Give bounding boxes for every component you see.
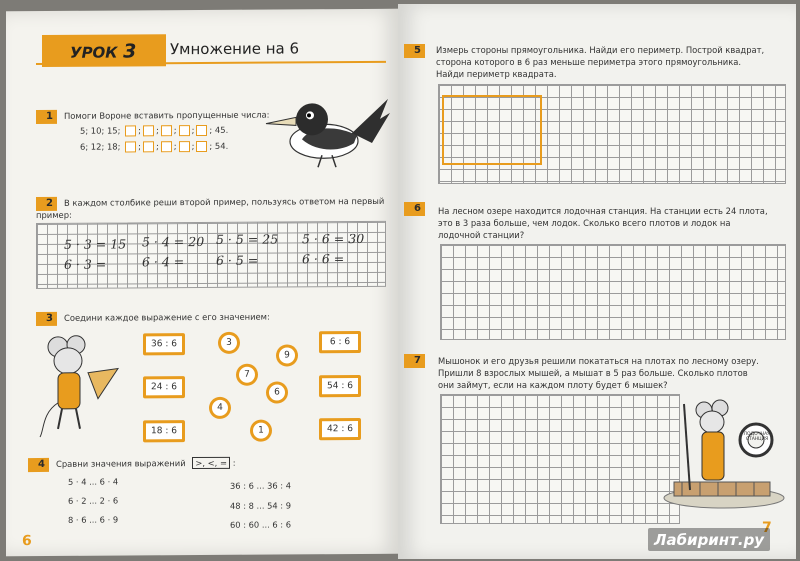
signs-box: >, <, = bbox=[192, 457, 230, 469]
task4-text: Сравни значения выражений >, <, = : bbox=[56, 457, 236, 469]
watermark-text: Лабиринт.ру bbox=[654, 531, 765, 549]
solved-example: 5 · 5 = 25 bbox=[216, 231, 279, 247]
left-page bbox=[6, 9, 398, 556]
watermark bbox=[648, 528, 770, 551]
compare-left[interactable]: 5 · 4 ... 6 · 4 bbox=[68, 476, 119, 487]
task1-row1-start: 5; 10; 15; bbox=[80, 125, 121, 136]
crow-illustration bbox=[262, 93, 392, 174]
value-circle[interactable]: 7 bbox=[236, 364, 258, 386]
lesson-number: 3 bbox=[123, 40, 137, 63]
expression-card[interactable]: 24 : 6 bbox=[143, 376, 185, 398]
task5-line3: Найди периметр квадрата. bbox=[436, 69, 557, 79]
mouse-illustration bbox=[38, 332, 122, 441]
value-circle[interactable]: 4 bbox=[209, 397, 231, 419]
task6-number: 6 bbox=[404, 202, 425, 216]
task7-line2: Пришли 8 взрослых мышей, а мышат в 5 раз больше. Сколько плотов bbox=[438, 368, 748, 378]
todo-example[interactable]: 6 · 4 = bbox=[142, 254, 185, 270]
lesson-title: Умножение на 6 bbox=[170, 39, 300, 59]
todo-example[interactable]: 6 · 5 = bbox=[216, 252, 259, 268]
task7-grid[interactable] bbox=[440, 394, 680, 524]
task6-grid[interactable] bbox=[440, 244, 786, 340]
answer-box[interactable] bbox=[196, 125, 207, 136]
task2-text-line1: В каждом столбике реши второй пример, пользуясь ответом на первый bbox=[64, 195, 385, 208]
task7-line3: они займут, если на каждом плоту будет 6 мышек? bbox=[438, 380, 668, 390]
task1-row1: 5; 10; 15; ; ; ; ; ; 45. bbox=[80, 124, 229, 136]
compare-right[interactable]: 48 : 8 ... 54 : 9 bbox=[230, 500, 291, 511]
value-circle[interactable]: 6 bbox=[266, 381, 288, 403]
lifebuoy-text: ЛОДОЧНАЯ СТАНЦИЯ bbox=[743, 432, 771, 442]
answer-box[interactable] bbox=[161, 141, 172, 152]
answer-box[interactable] bbox=[143, 141, 154, 152]
task7-line1: Мышонок и его друзья решили покататься на плотах по лесному озеру. bbox=[438, 356, 759, 366]
task5-line1: Измерь стороны прямоугольника. Найди его периметр. Построй квадрат, bbox=[436, 45, 765, 55]
compare-right[interactable]: 60 : 60 ... 6 : 6 bbox=[230, 519, 291, 530]
answer-box[interactable] bbox=[125, 125, 136, 136]
value-circle[interactable]: 1 bbox=[250, 420, 272, 442]
solved-example: 5 · 6 = 30 bbox=[302, 231, 365, 247]
task6-line3: лодочной станции? bbox=[438, 230, 525, 240]
task3-number: 3 bbox=[36, 312, 57, 326]
todo-example[interactable]: 6 · 6 = bbox=[302, 251, 345, 267]
answer-box[interactable] bbox=[196, 141, 207, 152]
task7-number: 7 bbox=[404, 354, 425, 368]
task4-number: 4 bbox=[28, 458, 49, 472]
todo-example[interactable]: 6 · 3 = bbox=[64, 256, 107, 272]
expression-card[interactable]: 42 : 6 bbox=[319, 418, 361, 440]
task1-text: Помоги Вороне вставить пропущенные числа: bbox=[64, 109, 270, 121]
answer-box[interactable] bbox=[161, 125, 172, 136]
task1-number: 1 bbox=[36, 110, 57, 124]
expression-card[interactable]: 54 : 6 bbox=[319, 375, 361, 397]
compare-right[interactable]: 36 : 6 ... 36 : 4 bbox=[230, 480, 291, 491]
expression-card[interactable]: 36 : 6 bbox=[143, 333, 185, 355]
value-circle[interactable]: 3 bbox=[218, 332, 240, 354]
task5-number: 5 bbox=[404, 44, 425, 58]
rectangle-figure bbox=[442, 95, 542, 165]
task2-number: 2 bbox=[36, 197, 57, 211]
task5-line2: сторона которого в 6 раз меньше периметра этого прямоугольника. bbox=[436, 57, 742, 67]
lesson-badge bbox=[42, 34, 166, 67]
answer-box[interactable] bbox=[179, 141, 190, 152]
task6-line2: это в 3 раза больше, чем лодок. Сколько всего плотов и лодок на bbox=[438, 218, 731, 228]
task1-row2-start: 6; 12; 18; bbox=[80, 141, 121, 152]
answer-box[interactable] bbox=[143, 125, 154, 136]
page-number-right: 7 bbox=[762, 520, 772, 536]
value-circle[interactable]: 9 bbox=[276, 344, 298, 366]
mouse-on-raft-illustration bbox=[660, 394, 790, 514]
task1-row1-end: 45. bbox=[214, 124, 229, 135]
right-page bbox=[398, 4, 796, 559]
compare-left[interactable]: 8 · 6 ... 6 · 9 bbox=[68, 514, 119, 525]
compare-left[interactable]: 6 · 2 ... 2 · 6 bbox=[68, 495, 119, 506]
page-number-left: 6 bbox=[22, 533, 32, 550]
expression-card[interactable]: 6 : 6 bbox=[319, 331, 361, 353]
task3-text: Соедини каждое выражение с его значением: bbox=[64, 311, 270, 323]
answer-box[interactable] bbox=[179, 125, 190, 136]
lesson-label: УРОК bbox=[70, 43, 118, 62]
task1-row2: 6; 12; 18; ; ; ; ; ; 54. bbox=[80, 140, 229, 152]
task1-row2-end: 54. bbox=[214, 140, 229, 151]
answer-box[interactable] bbox=[125, 141, 136, 152]
task6-line1: На лесном озере находится лодочная станция. На станции есть 24 плота, bbox=[438, 206, 768, 216]
expression-card[interactable]: 18 : 6 bbox=[143, 420, 185, 442]
solved-example: 5 · 4 = 20 bbox=[142, 233, 205, 250]
solved-example: 5 · 3 = 15 bbox=[64, 236, 127, 252]
task2-text-line2: пример: bbox=[36, 209, 72, 221]
